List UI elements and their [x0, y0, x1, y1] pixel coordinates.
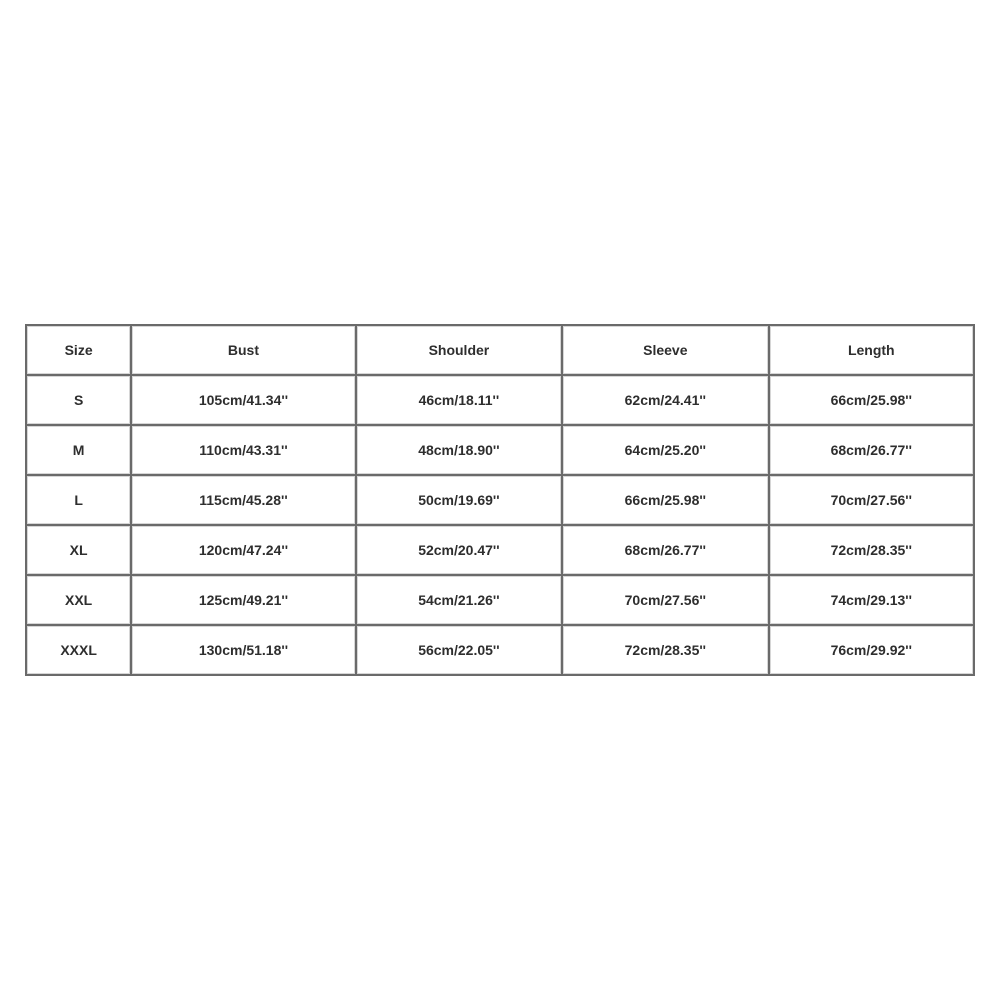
sleeve-cell: 70cm/27.56'' — [562, 575, 768, 625]
table-row — [26, 525, 974, 575]
header-sleeve: Sleeve — [562, 325, 768, 375]
header-shoulder: Shoulder — [356, 325, 562, 375]
header-size: Size — [26, 325, 131, 375]
length-cell: 66cm/25.98'' — [769, 375, 974, 425]
length-cell: 68cm/26.77'' — [769, 425, 974, 475]
header-length: Length — [769, 325, 974, 375]
size-cell: XL — [26, 525, 131, 575]
length-cell: 70cm/27.56'' — [769, 475, 974, 525]
size-cell: XXL — [26, 575, 131, 625]
bust-cell: 120cm/47.24'' — [131, 525, 355, 575]
bust-cell: 130cm/51.18'' — [131, 625, 355, 675]
size-cell: XXXL — [26, 625, 131, 675]
table-row — [26, 475, 974, 525]
shoulder-cell: 48cm/18.90'' — [356, 425, 562, 475]
bust-cell: 105cm/41.34'' — [131, 375, 355, 425]
length-cell: 76cm/29.92'' — [769, 625, 974, 675]
shoulder-cell: 54cm/21.26'' — [356, 575, 562, 625]
size-cell: S — [26, 375, 131, 425]
table-row — [26, 575, 974, 625]
size-chart-table — [25, 324, 975, 676]
shoulder-cell: 56cm/22.05'' — [356, 625, 562, 675]
sleeve-cell: 62cm/24.41'' — [562, 375, 768, 425]
table-row — [26, 425, 974, 475]
sleeve-cell: 72cm/28.35'' — [562, 625, 768, 675]
shoulder-cell: 50cm/19.69'' — [356, 475, 562, 525]
length-cell: 72cm/28.35'' — [769, 525, 974, 575]
shoulder-cell: 52cm/20.47'' — [356, 525, 562, 575]
length-cell: 74cm/29.13'' — [769, 575, 974, 625]
sleeve-cell: 64cm/25.20'' — [562, 425, 768, 475]
bust-cell: 125cm/49.21'' — [131, 575, 355, 625]
table-row — [26, 625, 974, 675]
sleeve-cell: 66cm/25.98'' — [562, 475, 768, 525]
size-cell: L — [26, 475, 131, 525]
shoulder-cell: 46cm/18.11'' — [356, 375, 562, 425]
sleeve-cell: 68cm/26.77'' — [562, 525, 768, 575]
size-cell: M — [26, 425, 131, 475]
table-row — [26, 375, 974, 425]
table-header-row — [26, 325, 974, 375]
bust-cell: 115cm/45.28'' — [131, 475, 355, 525]
bust-cell: 110cm/43.31'' — [131, 425, 355, 475]
header-bust: Bust — [131, 325, 355, 375]
